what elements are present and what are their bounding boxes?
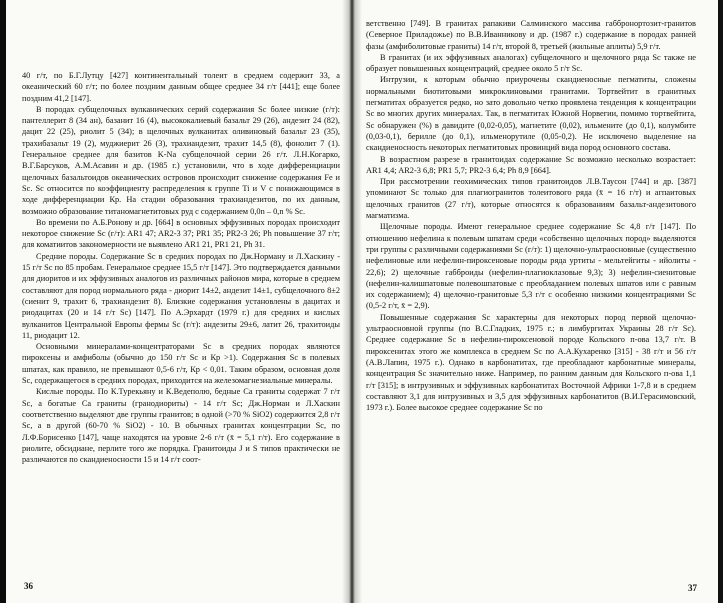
- paragraph: 40 г/т, по Б.Г.Лутцу [427] континентальный толеит в среднем содержит 33, а океанический 60 г/т; по более поздним данным общее среднее 34 г/т [441]; еще более поздним 41,2 [147].: [22, 71, 340, 103]
- paragraph: В породах субщелочных вулканических серий содержания Sc более низкие (г/т): пантеллерит 8 (34 ан), базанит 16 (4), высококалиевый базальт 29 (26), андезит 24 (82), дацит 22 (25), риолит 5 (34); в щелочных вулканитах оливиновый базальт 23 (35), трахибазальт 19 (2), муджиерит 26 (3), трахиандезит, трахит 14,5 (8), фонолит 7 (1). Генеральное среднее для базитов K-Na субщелочной серии 26 г/т. Л.Н.Когарко, В.Г.Барсуков, А.М.Асавин и др. (1985 г.) установили, что в ходе дифференциации щелочных базальтоидов океанических островов происходит снижение содержания Fe и Sc. Sc относится по коэффициенту распределения к группе Ti и V с понижающимся в ходе дифференциации Кр. На стадии образования трахиандезитов, по их данным, возможно образование титаномагнетитовых руд с содержанием 0,0n – 0,n % Sc.: [22, 104, 340, 216]
- left-page: [22, 0, 340, 603]
- paragraph: Во времени по А.Б.Ронову и др. [664] в основных эффузивных породах происходит некоторое снижение Sc (г/т): AR1 47; AR2-3 37; PR1 35; PR2-3 26; Ph повышение 37 г/т; для коматиитов закономерности не выявлено AR1 21, PR1 21, Ph 31.: [22, 217, 340, 250]
- book-gutter: [342, 0, 362, 603]
- page-number-right: 37: [688, 583, 697, 593]
- paragraph: Основными минералами-концентраторами Sc в средних породах являются пироксены и амфиболы (обычно до 150 г/т Sc и Кр >1). Содержания Sc в полевых шпатах, как правило, не превышают 0,5-6 г/т, Кр < 0,01. Таким образом, основная доля Sc, содержащегося в средних породах, приходится на железомагнезиальные минералы.: [22, 342, 340, 386]
- paragraph: В гранитах (и их эффузивных аналогах) субщелочного и щелочного ряда Sc также не образует повышенных концентраций, среднее около 5 г/т Sc.: [366, 52, 696, 74]
- book-spread: [6, 0, 718, 603]
- paragraph: Интрузии, к которым обычно приурочены скандиеносные пегматиты, сложены нормальными биотитовыми микроклиновыми гранитами. Тортвейтит в гранитных пегматитах образуется редко, но зато довольно четко проявлена тенденция к концентрации Sc во многих других минералах. Так, в пегматитах Южной Норвегии, помимо тортвейтита, Sc обнаружен (%) в давидите (0,02-0,05), магнетите (0,02), ильмените (до 0,1), колумбите (0,03-0,1), берилле (до 0,1), ильменорутиле (0,05-0,2). Не исключено выделение на скандиеносность некоторых пегматитовых провинций вида пород основного состава.: [366, 75, 696, 153]
- paragraph: Средние породы. Содержание Sc в средних породах по Дж.Норману и Л.Хаскину - 15 г/т Sc по 85 пробам. Генеральное среднее 15,5 г/т [147]. Это подтверждается данными для диоритов и их эффузивных аналогов из различных районов мира, которые в среднем составляют для пород нормального ряда - диорит 14±2, андезит 14±1, субщелочного 8±2 (сиенит 9, трахит 6, трахиандезит 8). Близкие содержания установлены в дацитах и риодацитах (20 и 14 г/т Sc) [147]. По А.Эрхардт (1979 г.) для средних и кислых вулканитов Центральной Европы фермы Sc (г/т): андезиты 29±6, латит 26, трахитоиды 11, риодацит 12.: [22, 251, 340, 340]
- paragraph: Кислые породы. По К.Турекьяну и К.Ведеполю, бедные Ca граниты содержат 7 г/т Sc, а богатые Ca граниты (гранодиориты) - 14 г/т Sc; Дж.Норман и Л.Хаскин соответственно выделяют две группы гранитов; в одной (>70 % SiO2) содержится 2,8 г/т Sc, а в другой (60-70 % SiO2) - 10. В обычных гранитах концентрации Sc, по Л.Ф.Борисенко [147], чаще находятся на уровне 2-6 г/т (x̄ = 5,1 г/т). Его содержание в риолите, обсидиане, перлите того же порядка. Гранитоиды J и S типов практически не различаются по скандиеносности 15 и 14 г/т соот-: [22, 387, 340, 465]
- right-page: [366, 0, 696, 603]
- scan-edge: [718, 0, 723, 603]
- paragraph: ветственно [749]. В гранитах рапакиви Салминского массива габбронортозит-гранитов (Северное Приладожье) по В.В.Иванникову и др. (1987 г.) содержание в породах ранней фазы (амфиболитовые граниты) 14 г/т, второй 8, третьей (жильные аплиты) 5,9 г/т.: [366, 19, 696, 51]
- paragraph: В возрастном разрезе в гранитоидах содержание Sc возможно несколько возрастает: AR1 4,4; AR2-3 6,8; PR1 5,7; PR2-3 6,4; Ph 8,9 [664].: [366, 154, 696, 175]
- paragraph: Повышенные содержания Sc характерны для некоторых пород первой щелочно-ультраосновной группы (по В.С.Гладких, 1975 г.; в лимбургитах Украины 28 г/т Sc). Среднее содержание Sc в нефелин-пироксеновой породе Кольского п-ова 13,7 г/т. В пироксенитах этого же комплекса в среднем Sc по А.А.Кухаренко [315] - 38 г/т и 56 г/т (А.В.Лапин, 1975 г.). Однако в карбонатитах, где преобладают карбонатные минералы, концентрация Sc значительно ниже. Например, по ранним данным для Кольского п-ова 1,1 г/т [315]; в интрузивных и эффузивных карбонатитах Восточной Африки 1-7,8 и в среднем составляют 3,1 для интрузивных и 3,5 для эффузивных карбонатитов (В.И.Герасимовский, 1973 г.). Более высокое среднее содержание Sc по: [366, 312, 696, 413]
- page-number-left: 36: [24, 581, 33, 591]
- paragraph: Щелочные породы. Имеют генеральное среднее содержание Sc 4,8 г/т [147]. По отношению нефелина к полевым шпатам среди «собственно щелочных пород» выделяются три группы с различными содержаниями Sc (г/т): 1) щелочно-ультраосновные (существенно нефелиновые или нефелин-пироксеновые породы ряда уртиты - мельтейгиты - ийолиты - 22,6); 2) щелочные габброиды (нефелин-плагиоклазовые 9,3); 3) нефелин-сиенитовые (нефелин-калишпатовые полевошпатовые с преобладанием полевых шпатов или с равным их содержанием); 4) щелочно-гранитовые 5,3 г/т с особенно низкими концентрациями Sc (0,5-2 г/т, x̄ = 2,9).: [366, 222, 696, 311]
- paragraph: При рассмотрении геохимических типов гранитоидов Л.В.Таусон [744] и др. [387] упоминают Sc только для плагиогранитов толеитового ряда (x̄ = 16 г/т) и агпаитовых щелочных гранитов (27 г/т), которые относятся к образованиям базальт-андезитового магматизма.: [366, 177, 696, 221]
